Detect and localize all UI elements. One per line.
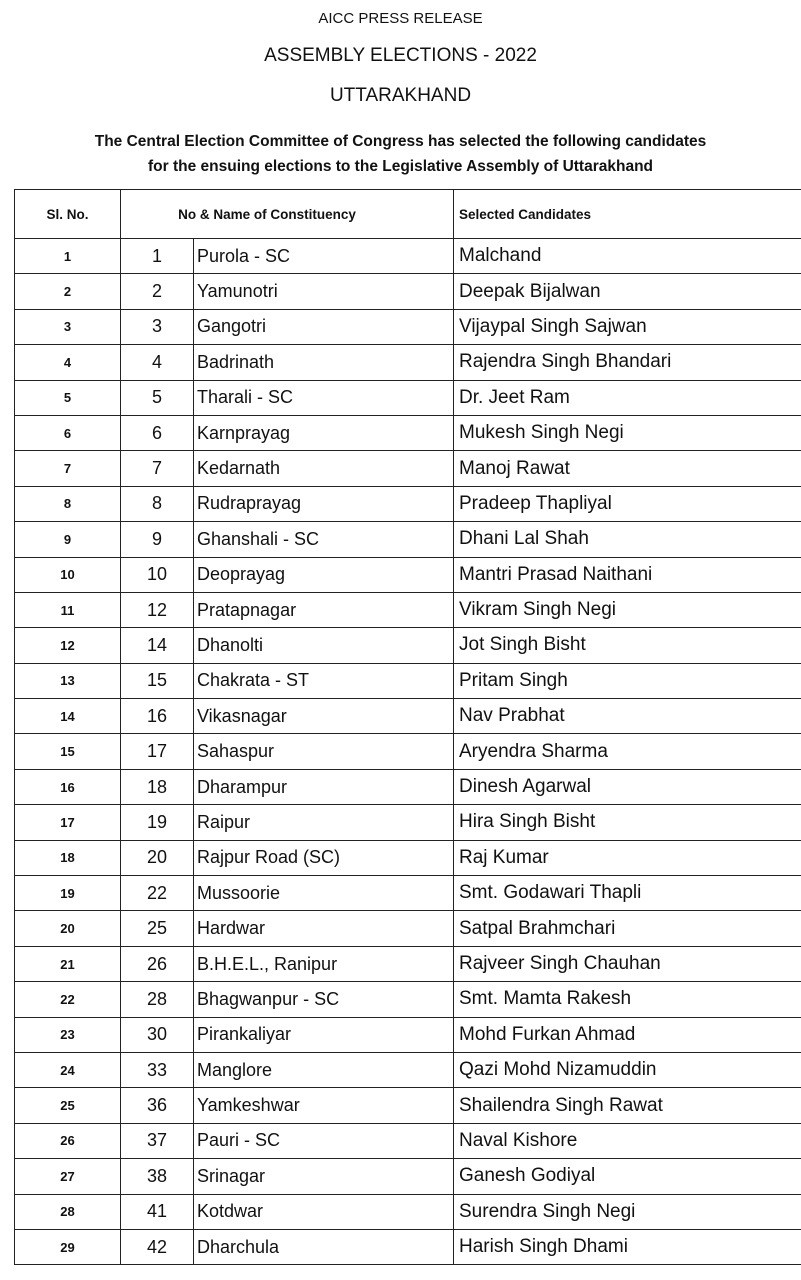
cell-constituency-name: Vikasnagar: [194, 699, 454, 734]
table-row: [15, 911, 801, 946]
table-body: [15, 239, 801, 1265]
cell-constituency-no: 16: [121, 699, 194, 734]
cell-sl-no: 26: [15, 1123, 121, 1158]
table-row: [15, 557, 801, 592]
cell-constituency-no: 22: [121, 876, 194, 911]
cell-constituency-no: 4: [121, 345, 194, 380]
cell-constituency-name: Chakrata - ST: [194, 663, 454, 698]
cell-candidate: Smt. Mamta Rakesh: [454, 982, 801, 1017]
cell-constituency-name: Sahaspur: [194, 734, 454, 769]
cell-constituency-name: Yamkeshwar: [194, 1088, 454, 1123]
press-release-label: AICC PRESS RELEASE: [318, 10, 483, 27]
cell-sl-no: 25: [15, 1088, 121, 1123]
table-row: [15, 1052, 801, 1087]
table-row: [15, 1088, 801, 1123]
table-row: [15, 946, 801, 981]
cell-constituency-no: 17: [121, 734, 194, 769]
cell-candidate: Malchand: [454, 239, 801, 274]
table-row: [15, 415, 801, 450]
cell-candidate: Vijaypal Singh Sajwan: [454, 309, 801, 344]
cell-constituency-no: 1: [121, 239, 194, 274]
cell-candidate: Pritam Singh: [454, 663, 801, 698]
cell-constituency-name: Raipur: [194, 805, 454, 840]
cell-constituency-no: 8: [121, 486, 194, 521]
cell-constituency-no: 2: [121, 274, 194, 309]
cell-candidate: Dr. Jeet Ram: [454, 380, 801, 415]
cell-constituency-name: Tharali - SC: [194, 380, 454, 415]
cell-candidate: Deepak Bijalwan: [454, 274, 801, 309]
table-row: [15, 274, 801, 309]
cell-sl-no: 16: [15, 769, 121, 804]
cell-constituency-no: 30: [121, 1017, 194, 1052]
intro-line-1: The Central Election Committee of Congress has selected the following candidates: [94, 133, 707, 150]
cell-candidate: Vikram Singh Negi: [454, 592, 801, 627]
cell-candidate: Smt. Godawari Thapli: [454, 876, 801, 911]
cell-sl-no: 17: [15, 805, 121, 840]
table-row: [15, 840, 801, 875]
cell-candidate: Mantri Prasad Naithani: [454, 557, 801, 592]
cell-candidate: Harish Singh Dhami: [454, 1229, 801, 1264]
cell-constituency-name: Manglore: [194, 1052, 454, 1087]
cell-constituency-name: Pratapnagar: [194, 592, 454, 627]
cell-constituency-name: Karnprayag: [194, 415, 454, 450]
cell-candidate: Mohd Furkan Ahmad: [454, 1017, 801, 1052]
column-header-constituency: No & Name of Constituency: [121, 190, 454, 239]
cell-constituency-no: 37: [121, 1123, 194, 1158]
table-row: [15, 805, 801, 840]
cell-candidate: Aryendra Sharma: [454, 734, 801, 769]
cell-candidate: Dinesh Agarwal: [454, 769, 801, 804]
cell-candidate: Dhani Lal Shah: [454, 522, 801, 557]
table-row: [15, 239, 801, 274]
table-row: [15, 769, 801, 804]
cell-sl-no: 5: [15, 380, 121, 415]
cell-sl-no: 2: [15, 274, 121, 309]
cell-constituency-no: 14: [121, 628, 194, 663]
cell-sl-no: 19: [15, 876, 121, 911]
cell-constituency-name: Pirankaliyar: [194, 1017, 454, 1052]
cell-candidate: Rajveer Singh Chauhan: [454, 946, 801, 981]
table-row: [15, 451, 801, 486]
cell-constituency-name: Srinagar: [194, 1159, 454, 1194]
table-row: [15, 380, 801, 415]
cell-sl-no: 24: [15, 1052, 121, 1087]
table-row: [15, 1229, 801, 1264]
cell-sl-no: 15: [15, 734, 121, 769]
table-row: [15, 486, 801, 521]
table-row: [15, 592, 801, 627]
cell-constituency-no: 38: [121, 1159, 194, 1194]
cell-candidate: Raj Kumar: [454, 840, 801, 875]
cell-sl-no: 21: [15, 946, 121, 981]
cell-candidate: Pradeep Thapliyal: [454, 486, 801, 521]
cell-constituency-no: 15: [121, 663, 194, 698]
cell-sl-no: 11: [15, 592, 121, 627]
cell-candidate: Hira Singh Bisht: [454, 805, 801, 840]
cell-constituency-name: Ghanshali - SC: [194, 522, 454, 557]
cell-candidate: Rajendra Singh Bhandari: [454, 345, 801, 380]
table-row: [15, 522, 801, 557]
cell-constituency-no: 3: [121, 309, 194, 344]
cell-sl-no: 14: [15, 699, 121, 734]
cell-candidate: Manoj Rawat: [454, 451, 801, 486]
cell-constituency-no: 26: [121, 946, 194, 981]
table-row: [15, 1123, 801, 1158]
cell-constituency-no: 7: [121, 451, 194, 486]
table-row: [15, 628, 801, 663]
cell-sl-no: 8: [15, 486, 121, 521]
cell-sl-no: 23: [15, 1017, 121, 1052]
cell-constituency-name: Rajpur Road (SC): [194, 840, 454, 875]
cell-constituency-no: 9: [121, 522, 194, 557]
table-row: [15, 1194, 801, 1229]
cell-sl-no: 10: [15, 557, 121, 592]
table-row: [15, 699, 801, 734]
cell-constituency-name: Dharchula: [194, 1229, 454, 1264]
cell-constituency-no: 42: [121, 1229, 194, 1264]
table-row: [15, 345, 801, 380]
table-row: [15, 734, 801, 769]
cell-constituency-name: Yamunotri: [194, 274, 454, 309]
cell-candidate: Ganesh Godiyal: [454, 1159, 801, 1194]
state-title: UTTARAKHAND: [329, 85, 472, 106]
cell-candidate: Satpal Brahmchari: [454, 911, 801, 946]
table-row: [15, 309, 801, 344]
cell-constituency-no: 41: [121, 1194, 194, 1229]
cell-candidate: Mukesh Singh Negi: [454, 415, 801, 450]
cell-constituency-no: 20: [121, 840, 194, 875]
cell-candidate: Nav Prabhat: [454, 699, 801, 734]
cell-constituency-no: 10: [121, 557, 194, 592]
column-header-candidate: Selected Candidates: [454, 190, 801, 239]
cell-constituency-name: Deoprayag: [194, 557, 454, 592]
table-row: [15, 982, 801, 1017]
cell-constituency-name: Mussoorie: [194, 876, 454, 911]
cell-constituency-name: Hardwar: [194, 911, 454, 946]
cell-constituency-name: Dharampur: [194, 769, 454, 804]
table-row: [15, 1017, 801, 1052]
cell-constituency-name: Kotdwar: [194, 1194, 454, 1229]
cell-constituency-name: B.H.E.L., Ranipur: [194, 946, 454, 981]
cell-constituency-name: Dhanolti: [194, 628, 454, 663]
cell-sl-no: 1: [15, 239, 121, 274]
cell-constituency-name: Pauri - SC: [194, 1123, 454, 1158]
cell-sl-no: 4: [15, 345, 121, 380]
cell-candidate: Naval Kishore: [454, 1123, 801, 1158]
cell-constituency-no: 12: [121, 592, 194, 627]
column-header-sl-no: Sl. No.: [15, 190, 121, 239]
table-row: [15, 1159, 801, 1194]
cell-constituency-name: Rudraprayag: [194, 486, 454, 521]
candidates-table: [14, 189, 801, 1265]
cell-constituency-no: 33: [121, 1052, 194, 1087]
cell-sl-no: 9: [15, 522, 121, 557]
cell-sl-no: 12: [15, 628, 121, 663]
cell-sl-no: 27: [15, 1159, 121, 1194]
cell-sl-no: 28: [15, 1194, 121, 1229]
intro-text: [0, 129, 801, 179]
cell-candidate: Jot Singh Bisht: [454, 628, 801, 663]
cell-candidate: Qazi Mohd Nizamuddin: [454, 1052, 801, 1087]
cell-sl-no: 6: [15, 415, 121, 450]
table-header-row: [15, 190, 801, 239]
cell-constituency-name: Gangotri: [194, 309, 454, 344]
cell-constituency-name: Kedarnath: [194, 451, 454, 486]
cell-constituency-no: 19: [121, 805, 194, 840]
cell-sl-no: 7: [15, 451, 121, 486]
cell-sl-no: 20: [15, 911, 121, 946]
cell-constituency-no: 5: [121, 380, 194, 415]
cell-candidate: Surendra Singh Negi: [454, 1194, 801, 1229]
cell-sl-no: 3: [15, 309, 121, 344]
cell-constituency-name: Badrinath: [194, 345, 454, 380]
cell-constituency-no: 25: [121, 911, 194, 946]
cell-constituency-no: 36: [121, 1088, 194, 1123]
intro-line-2: for the ensuing elections to the Legislative Assembly of Uttarakhand: [148, 158, 653, 175]
cell-constituency-no: 28: [121, 982, 194, 1017]
cell-sl-no: 18: [15, 840, 121, 875]
cell-sl-no: 13: [15, 663, 121, 698]
cell-candidate: Shailendra Singh Rawat: [454, 1088, 801, 1123]
table-row: [15, 876, 801, 911]
cell-constituency-no: 18: [121, 769, 194, 804]
elections-title: ASSEMBLY ELECTIONS - 2022: [264, 45, 537, 66]
cell-constituency-name: Purola - SC: [194, 239, 454, 274]
table-row: [15, 663, 801, 698]
cell-sl-no: 29: [15, 1229, 121, 1264]
cell-sl-no: 22: [15, 982, 121, 1017]
cell-constituency-no: 6: [121, 415, 194, 450]
cell-constituency-name: Bhagwanpur - SC: [194, 982, 454, 1017]
